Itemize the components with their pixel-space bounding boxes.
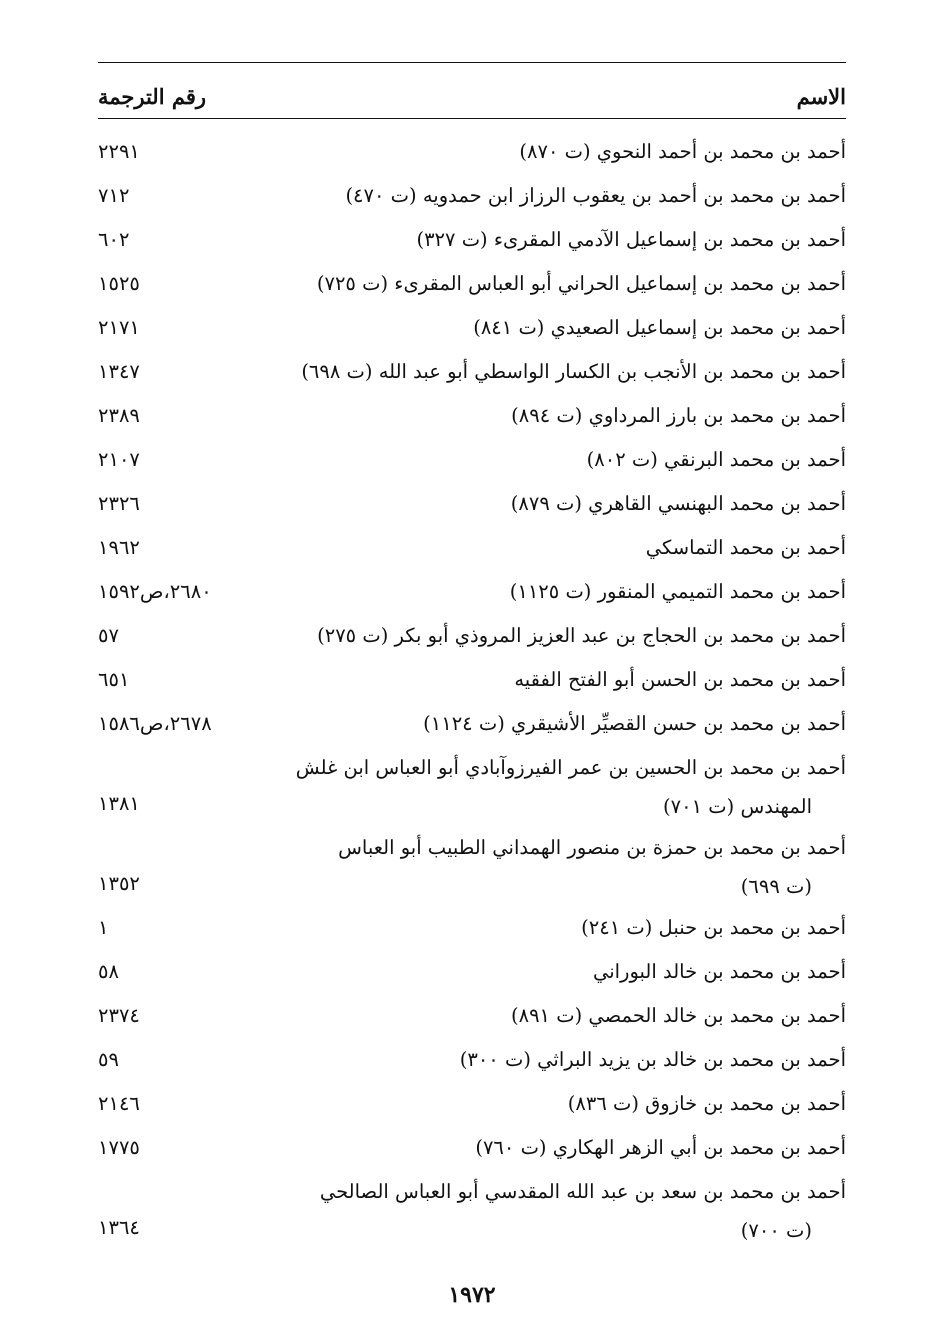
entry-number: ٧١٢ — [98, 184, 130, 207]
entry-number: ٢٣٧٤ — [98, 1004, 140, 1027]
entry-name: أحمد بن محمد بن خالد البوراني — [592, 960, 846, 983]
list-item — [98, 130, 846, 174]
list-item — [98, 174, 846, 218]
entry-name: أحمد بن محمد بن حسن القصيِّر الأشيقري (ت ١١٢٤) — [423, 712, 846, 735]
list-item — [98, 658, 846, 702]
entry-name-line-2: (ت ٧٠٠) — [740, 1219, 812, 1242]
list-item — [98, 994, 846, 1038]
header-number-label: رقم الترجمة — [98, 84, 207, 109]
entry-number: ٦٠٢ — [98, 228, 130, 251]
header-rule — [98, 118, 846, 119]
entry-number: ٥٩ — [98, 1048, 119, 1071]
list-item — [98, 218, 846, 262]
list-item — [98, 826, 846, 906]
header-name-label: الاسم — [796, 84, 846, 109]
entry-name: أحمد بن محمد بن خالد بن يزيد البراثي (ت ٣٠٠) — [459, 1048, 846, 1071]
entry-name-line-1: أحمد بن محمد بن الحسين بن عمر الفيرزوآبادي أبو العباس ابن غلش — [295, 756, 846, 779]
entry-number: ٢٣٢٦ — [98, 492, 140, 515]
entry-name-line-2: (ت ٦٩٩) — [740, 875, 812, 898]
entry-number: ٥٨ — [98, 960, 119, 983]
entry-name — [338, 826, 846, 906]
list-item — [98, 394, 846, 438]
entry-name: أحمد بن محمد بن أبي الزهر الهكاري (ت ٧٦٠) — [475, 1136, 846, 1159]
list-item — [98, 482, 846, 526]
entry-name: أحمد بن محمد بن أحمد النحوي (ت ٨٧٠) — [519, 140, 846, 163]
list-item — [98, 1170, 846, 1250]
entry-number: ٥٧ — [98, 624, 119, 647]
entry-name: أحمد بن محمد بن إسماعيل الصعيدي (ت ٨٤١) — [473, 316, 846, 339]
entry-name-line-1: أحمد بن محمد بن سعد بن عبد الله المقدسي أبو العباس الصالحي — [319, 1180, 846, 1203]
entry-number: ١٩٦٢ — [98, 536, 140, 559]
entry-name: أحمد بن محمد البهنسي القاهري (ت ٨٧٩) — [510, 492, 846, 515]
entry-name: أحمد بن محمد بن الحسن أبو الفتح الفقيه — [514, 668, 846, 691]
entry-name: أحمد بن محمد التميمي المنقور (ت ١١٢٥) — [509, 580, 846, 603]
entry-number: ١٣٨١ — [98, 792, 140, 815]
entry-number: ٢٣٨٩ — [98, 404, 140, 427]
entry-number: ٦٥١ — [98, 668, 130, 691]
entry-number: ٢١٠٧ — [98, 448, 140, 471]
list-item — [98, 906, 846, 950]
top-rule — [98, 62, 846, 63]
entry-name: أحمد بن محمد البرنقي (ت ٨٠٢) — [586, 448, 846, 471]
entry-name — [320, 1170, 846, 1250]
entry-name — [296, 746, 846, 826]
list-item — [98, 262, 846, 306]
entry-name: أحمد بن محمد التماسكي — [645, 536, 846, 559]
entry-number: ٢٦٧٨،ص١٥٨٦ — [98, 712, 212, 735]
list-item — [98, 570, 846, 614]
entry-number: ١ — [98, 916, 109, 939]
list-item — [98, 746, 846, 826]
entry-list — [98, 130, 846, 1250]
entry-number: ٢٦٨٠،ص١٥٩٢ — [98, 580, 212, 603]
entry-name: أحمد بن محمد بن بارز المرداوي (ت ٨٩٤) — [511, 404, 846, 427]
list-item — [98, 1082, 846, 1126]
list-item — [98, 526, 846, 570]
entry-number: ١٧٧٥ — [98, 1136, 140, 1159]
entry-number: ١٣٥٢ — [98, 872, 140, 895]
list-item — [98, 614, 846, 658]
entry-name: أحمد بن محمد بن خالد الحمصي (ت ٨٩١) — [510, 1004, 846, 1027]
list-item — [98, 702, 846, 746]
list-item — [98, 438, 846, 482]
entry-name-line-2: المهندس (ت ٧٠١) — [663, 795, 812, 818]
entry-name: أحمد بن محمد بن الحجاج بن عبد العزيز المروذي أبو بكر (ت ٢٧٥) — [317, 624, 846, 647]
index-page — [98, 62, 846, 1308]
list-item — [98, 1126, 846, 1170]
entry-name: أحمد بن محمد بن إسماعيل الآدمي المقرىء (ت ٣٢٧) — [416, 228, 846, 251]
entry-name: أحمد بن محمد بن خازوق (ت ٨٣٦) — [567, 1092, 846, 1115]
entry-number: ٢١٤٦ — [98, 1092, 140, 1115]
list-item — [98, 350, 846, 394]
list-item — [98, 1038, 846, 1082]
entry-name: أحمد بن محمد بن الأنجب بن الكسار الواسطي أبو عبد الله (ت ٦٩٨) — [301, 360, 846, 383]
entry-name: أحمد بن محمد بن أحمد بن يعقوب الرزاز ابن حمدويه (ت ٤٧٠) — [345, 184, 846, 207]
entry-number: ١٥٢٥ — [98, 272, 140, 295]
table-header — [98, 80, 846, 118]
list-item — [98, 950, 846, 994]
page-number: ١٩٧٢ — [448, 1282, 496, 1308]
entry-number: ٢٢٩١ — [98, 140, 140, 163]
entry-name-line-1: أحمد بن محمد بن حمزة بن منصور الهمداني الطبيب أبو العباس — [338, 836, 846, 859]
entry-name: أحمد بن محمد بن إسماعيل الحراني أبو العباس المقرىء (ت ٧٢٥) — [316, 272, 846, 295]
entry-number: ١٣٤٧ — [98, 360, 140, 383]
entry-number: ١٣٦٤ — [98, 1216, 140, 1239]
entry-name: أحمد بن محمد بن حنبل (ت ٢٤١) — [581, 916, 846, 939]
list-item — [98, 306, 846, 350]
entry-number: ٢١٧١ — [98, 316, 140, 339]
